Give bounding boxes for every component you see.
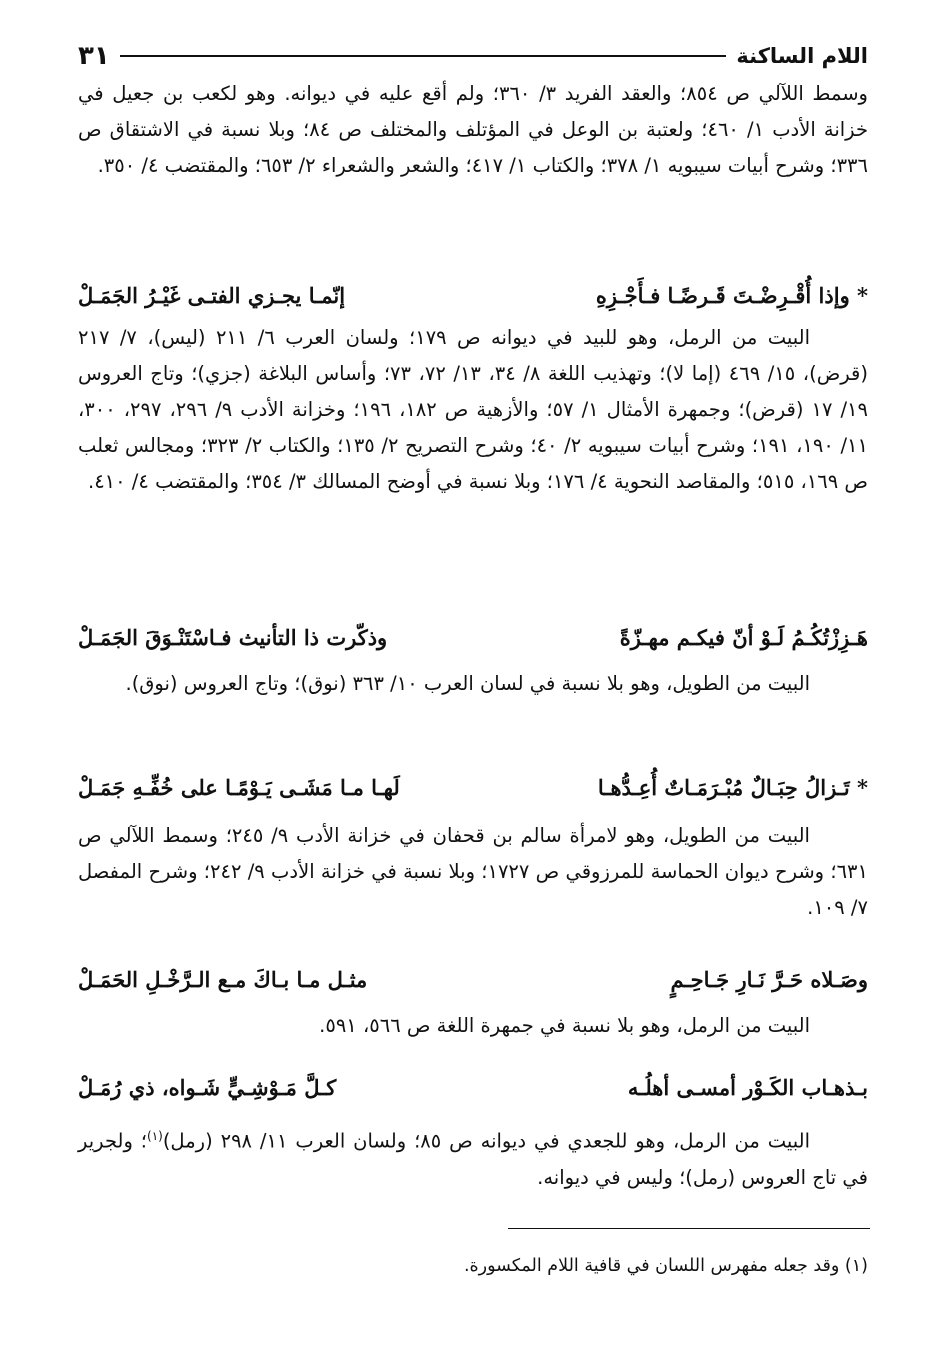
verse-first-hemistich: وصَـلاه حَـرَّ نَـارِ جَـاحِـمٍ [670, 966, 868, 992]
footnote-separator [508, 1228, 870, 1229]
verse-commentary: البيت من الرمل، وهو بلا نسبة في جمهرة اللغة ص ٥٦٦، ٥٩١. [319, 1014, 810, 1037]
verse-line [78, 274, 868, 316]
verse-second-hemistich: مثـل مـا بـاكَ مـع الـرَّخْـلِ الحَمَـلْ [78, 966, 368, 992]
verse-line [78, 616, 868, 658]
verse-first-hemistich: * وإذا أُقْـرِضْـتَ قَـرضًـا فـأَجْـزِهِ [595, 282, 868, 308]
commentary-text: ؛ ولجرير في تاج العروس (رمل)؛ وليس في ديوانه. [78, 1129, 868, 1189]
chapter-title: اللام الساكنة [736, 44, 868, 68]
verse-second-hemistich: لَهـا مـا مَشَـى يَـوْمًـا على خُفِّـهِ جَمَـلْ [78, 774, 400, 800]
verse-second-hemistich: إنّمـا يجـزي الفتـى غَيْـرُ الجَمَـلْ [78, 282, 346, 308]
verse-first-hemistich: هَـزِزْتُكُـمُ لَـوْ أنّ فيكـم مهـزّةً [619, 624, 868, 650]
commentary-text: البيت من الرمل، وهو للجعدي في ديوانه ص ٨٥؛ ولسان العرب ١١/ ٢٩٨ (رمل) [162, 1129, 810, 1153]
header-rule [120, 55, 727, 57]
verse-second-hemistich: كـلَّ مَـوْشِـيٍّ شَـواه، ذي رُمَـلْ [78, 1074, 337, 1100]
verse-second-hemistich: وذكّرت ذا التأنيث فـاسْتَنْـوَقَ الجَمَـلْ [78, 624, 388, 650]
verse-line [78, 1066, 868, 1108]
verse-line [78, 766, 868, 808]
continued-paragraph: وسمط اللآلي ص ٨٥٤؛ والعقد الفريد ٣/ ٣٦٠؛ ولم أقع عليه في ديوانه. وهو لكعب بن جعيل في خزانة الأدب ١/ ٤٦٠؛ ولعتبة بن الوعل في المؤتلف والمختلف ص ٨٤؛ وبلا نسبة في الاشتقاق ص ٣٣٦؛ وشرح أبيات سيبويه ١/ ٣٧٨؛ والكتاب ١/ ٤١٧؛ والشعر والشعراء ٢/ ٦٥٣؛ والمقتضب ٤/ ٣٥٠. [78, 82, 868, 177]
verse-first-hemistich: * تَـزالُ حِبَـالٌ مُبْـرَمَـاتٌ أُعِـدُّهـا [597, 774, 868, 800]
verse-commentary [78, 1118, 868, 1196]
verse-first-hemistich: بـذهـاب الكَـوْر أمسـى أهلُـه [627, 1074, 868, 1100]
running-header [78, 36, 868, 76]
verse-commentary: البيت من الرمل، وهو للبيد في ديوانه ص ١٧٩؛ ولسان العرب ٦/ ٢١١ (ليس)، ٧/ ٢١٧ (قرض)، ١٥/ ٤٦٩ (إما لا)؛ وتهذيب اللغة ٨/ ٣٤، ١٣/ ٧٢، ٧٣؛ وأساس البلاغة (جزي)؛ وتاج العروس ١٩/ ١٧ (قرض)؛ وجمهرة الأمثال ١/ ٥٧؛ والأزهية ص ١٨٢، ١٩٦؛ وخزانة الأدب ٩/ ٢٩٦، ٢٩٧، ٣٠٠، ١١/ ١٩٠، ١٩١؛ وشرح أبيات سيبويه ٢/ ٤٠؛ وشرح التصريح ٢/ ١٣٥؛ والكتاب ٢/ ٣٢٣؛ ومجالس ثعلب ص ١٦٩، ٥١٥؛ والمقاصد النحوية ٤/ ١٧٦؛ وبلا نسبة في أوضح المسالك ٣/ ٣٥٤؛ والمقتضب ٤/ ٤١٠. [78, 326, 868, 493]
verse-line [78, 958, 868, 1000]
page-number: ٣١ [78, 41, 110, 71]
footnote: (١) وقد جعله مفهرس اللسان في قافية اللام المكسورة. [463, 1256, 868, 1276]
footnote-reference[interactable]: (١) [147, 1129, 163, 1143]
verse-commentary: البيت من الطويل، وهو بلا نسبة في لسان العرب ١٠/ ٣٦٣ (نوق)؛ وتاج العروس (نوق). [125, 672, 810, 695]
verse-commentary: البيت من الطويل، وهو لامرأة سالم بن قحفان في خزانة الأدب ٩/ ٢٤٥؛ وسمط اللآلي ص ٦٣١؛ وشرح ديوان الحماسة للمرزوقي ص ١٧٢٧؛ وبلا نسبة في خزانة الأدب ٩/ ٢٤٢؛ وشرح المفصل ٧/ ١٠٩. [78, 824, 868, 919]
